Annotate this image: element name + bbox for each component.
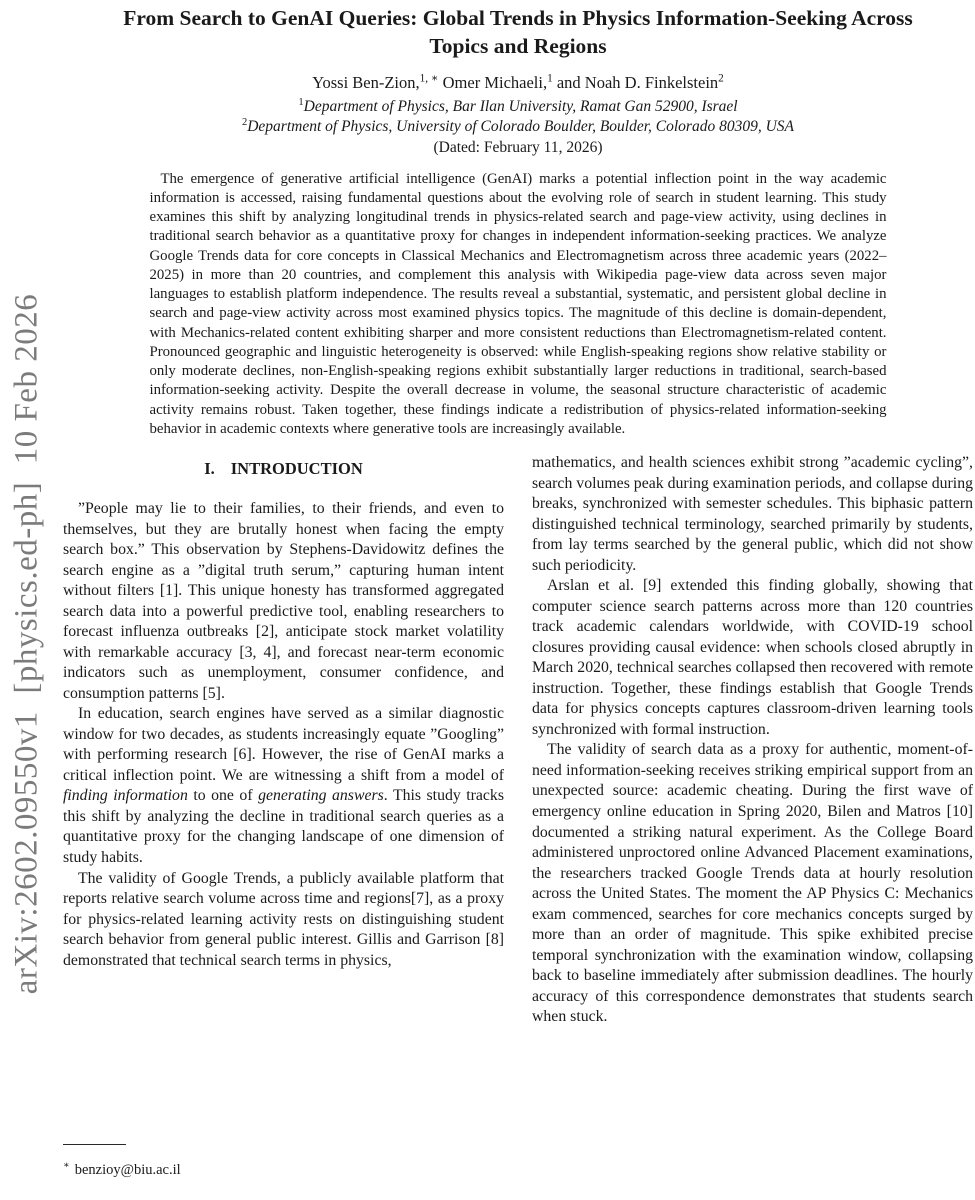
date-line: (Dated: February 11, 2026)	[433, 138, 603, 156]
paragraph: ”People may lie to their families, to their friends, and even to themselves, but they are brutally honest when facing the empty search box.” This observation by Stephens-Davidowitz defines the search engine as a ”digital truth serum,” capturing human intent without filters [1]. This unique honesty has transformed aggregated search data into a powerful predictive tool, enabling researchers to forecast influenza outbreaks [2], anticipate stock market volatility with remarkable accuracy [3, 4], and forecast near-term economic indicators such as unemployment, consumer confidence, and consumption patterns [5].	[63, 499, 504, 702]
affiliation: $^2$Department of Physics, University of Colorado Boulder, Boulder, Colorado 80309, USA	[241, 116, 795, 135]
author-list: Yossi Ben-Zion,$^{1, ∗}$ Omer Michaeli,$^1$ and Noah D. Finkelstein$^2$	[312, 72, 724, 93]
paragraph: The validity of Google Trends, a publicly available platform that reports relative search volume across time and regions[7], as a proxy for physics-related learning activity rests on distinguishing student search behavior from general public interest. Gillis and Garrison [8] demonstrated that technical search terms in physics,	[63, 869, 504, 969]
affiliation-list	[63, 97, 973, 137]
abstract-text: The emergence of generative artificial intelligence (GenAI) marks a potential inflection point in the way academic information is accessed, raising fundamental questions about the evolving role of search in student learning. This study examines this shift by analyzing longitudinal trends in physics-related search and page-view activity, using declines in traditional search behavior as a quantitative proxy for changes in independent information-seeking practices. We analyze Google Trends data for core concepts in Classical Mechanics and Electromagnetism across three academic years (2022–2025) in more than 20 countries, and complement this analysis with Wikipedia page-view data across seven major languages to establish platform independence. The results reveal a substantial, systematic, and persistent global decline in search and page-view activity across most examined physics topics. The magnitude of this decline is domain-dependent, with Mechanics-related content exhibiting sharper and more consistent reductions than Electromagnetism-related content. Pronounced geographic and linguistic heterogeneity is observed: while English-speaking regions show relative stability or only moderate declines, non-English-speaking regions exhibit substantially larger reductions in traditional, search-based information-seeking activity. Despite the overall decrease in volume, the seasonal structure characteristic of academic activity remains robust. Taken together, these findings indicate a redistribution of physics-related information-seeking behavior in academic contexts where generative tools are increasingly available.	[149, 170, 887, 437]
title-line: From Search to GenAI Queries: Global Trends in Physics Information-Seeking Across	[123, 6, 913, 30]
footnote	[63, 1144, 181, 1179]
paper-content	[63, 0, 973, 1028]
paragraph: The validity of search data as a proxy for authentic, moment-of-need information-seeking receives striking empirical support from an unexpected source: academic cheating. During the first wave of emergency online education in Spring 2020, Bilen and Matros [10] documented a striking natural experiment. As the College Board administered unproctored online Advanced Placement examinations, the researchers tracked Google Trends data at hourly resolution across the United States. The moment the AP Physics C: Mechanics exam commenced, searches for core mechanics concepts surged by more than an order of magnitude. This spike exhibited precise temporal synchronization with the examination window, collapsing back to baseline immediately after submission deadlines. The hourly accuracy of this correspondence demonstrates that students search when stuck.	[532, 741, 973, 1026]
arxiv-watermark: arXiv:2602.09550v1 [physics.ed-ph] 10 Feb 2026	[8, 293, 45, 995]
right-column	[532, 453, 973, 1028]
section-heading-introduction	[63, 459, 504, 479]
left-column	[63, 453, 504, 1028]
right-column-paragraphs	[532, 453, 973, 1028]
left-column-paragraphs	[63, 499, 504, 971]
title-line: Topics and Regions	[429, 33, 607, 58]
section-title: INTRODUCTION	[230, 458, 363, 478]
two-column-body	[63, 453, 973, 1028]
footnote-email: ∗ benzioy@biu.ac.il	[63, 1160, 181, 1178]
paragraph: In education, search engines have served as a similar diagnostic window for two decades, as students increasingly equate ”Googling” with performing research [6]. However, the rise of GenAI marks a critical inflection point. We are witnessing a shift from a model of finding information to one of generating answers. This study tracks this shift by analyzing the decline in traditional search queries as a quantitative proxy for the changing landscape of one dimension of study habits.	[63, 705, 504, 866]
affiliation: $^1$Department of Physics, Bar Ilan University, Ramat Gan 52900, Israel	[298, 96, 738, 116]
paragraph: mathematics, and health sciences exhibit strong ”academic cycling”, search volumes peak during examination periods, and collapse during breaks, synchronized with semester schedules. This biphasic pattern distinguished technical terminology, searched primarily by students, from lay terms searched by the general public, which did not show such periodicity.	[532, 453, 973, 574]
footnote-rule	[63, 1144, 126, 1145]
paper-title	[63, 5, 973, 60]
paragraph: Arslan et al. [9] extended this finding globally, showing that computer science search patterns across more than 120 countries track academic calendars worldwide, with COVID-19 school closures providing causal evidence: when schools closed abruptly in March 2020, technical searches collapsed then recovered with remote instruction. Together, these findings establish that Google Trends data for physics concepts captures classroom-driven learning tools synchronized with formal instruction.	[532, 577, 973, 738]
section-number: I.	[204, 458, 215, 478]
